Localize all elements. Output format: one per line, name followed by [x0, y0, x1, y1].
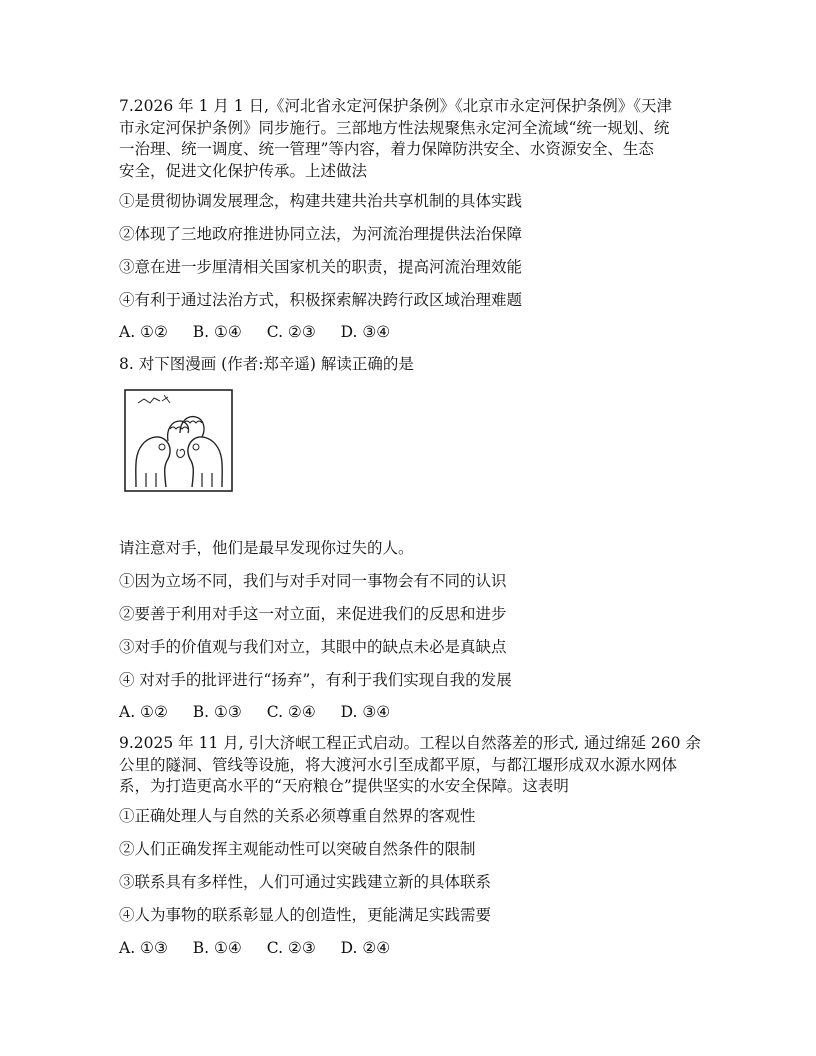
cartoon-caption: 请注意对手，他们是最早发现你过失的人。 [119, 539, 414, 557]
question-7-item-1: ①是贯彻协调发展理念，构建共建共治共享机制的具体实践 [119, 192, 523, 210]
question-9-item-4: ④人为事物的联系彰显人的创造性，更能满足实践需要 [119, 906, 492, 924]
cartoon-image [124, 389, 234, 493]
question-7-options [119, 322, 410, 343]
question-9-item-2: ②人们正确发挥主观能动性可以突破自然条件的限制 [119, 840, 476, 858]
question-8-item-4: ④ 对对手的批评进行“扬弃”，有利于我们实现自我的发展 [119, 671, 512, 689]
question-9-item-3: ③联系具有多样性，人们可通过实践建立新的具体联系 [119, 873, 492, 891]
question-7-item-4: ④有利于通过法治方式，积极探索解决跨行政区域治理难题 [119, 291, 523, 309]
question-9-item-1: ①正确处理人与自然的关系必须尊重自然界的客观性 [119, 807, 476, 825]
question-7-stem [119, 96, 701, 182]
option-b[interactable]: B. ①④ [192, 939, 242, 957]
question-7-stem-line: 一治理、统一调度、统一管理”等内容，着力保障防洪安全、水资源安全、生态 [119, 140, 654, 158]
option-a[interactable]: A. ①③ [119, 939, 168, 957]
question-9-options [119, 938, 410, 959]
option-d[interactable]: D. ③④ [340, 703, 391, 721]
option-a[interactable]: A. ①② [119, 323, 168, 341]
question-8-item-2: ②要善于利用对手这一对立面，来促进我们的反思和进步 [119, 605, 507, 623]
question-8-item-3: ③对手的价值观与我们对立，其眼中的缺点未必是真缺点 [119, 638, 507, 656]
question-7-stem-line: 市永定河保护条例》同步施行。三部地方性法规聚焦永定河全流域“统一规划、统 [119, 118, 670, 137]
question-9-stem-line: 系，为打造更高水平的“天府粮仓”提供坚实的水安全保障。这表明 [119, 777, 569, 795]
option-c[interactable]: C. ②③ [266, 939, 316, 957]
option-c[interactable]: C. ②③ [266, 323, 316, 341]
question-7-item-2: ②体现了三地政府推进协同立法，为河流治理提供法治保障 [119, 225, 523, 243]
option-d[interactable]: D. ③④ [340, 323, 391, 341]
question-7-stem-line: 7.2026 年 1 月 1 日,《河北省永定河保护条例》《北京市永定河保护条例》《天津 [119, 97, 673, 115]
question-8-options [119, 702, 410, 723]
option-b[interactable]: B. ①③ [192, 703, 242, 721]
question-7-stem-line: 安全，促进文化保护传承。上述做法 [119, 161, 368, 180]
option-a[interactable]: A. ①② [119, 703, 168, 721]
option-b[interactable]: B. ①④ [192, 323, 242, 341]
question-9-stem-line: 公里的隧洞、管线等设施，将大渡河水引至成都平原，与都江堰形成双水源水网体 [119, 755, 678, 774]
question-8-stem: 8. 对下图漫画 (作者:郑辛遥) 解读正确的是 [119, 355, 414, 373]
option-c[interactable]: C. ②④ [266, 703, 316, 721]
question-7-item-3: ③意在进一步厘清相关国家机关的职责，提高河流治理效能 [119, 258, 523, 276]
option-d[interactable]: D. ②④ [340, 939, 391, 957]
question-9-stem-line: 9.2025 年 11 月, 引大济岷工程正式启动。工程以自然落差的形式, 通过绵延 260 余 [119, 734, 701, 752]
question-8-item-1: ①因为立场不同，我们与对手对同一事物会有不同的认识 [119, 572, 507, 590]
question-9-stem [119, 733, 701, 798]
